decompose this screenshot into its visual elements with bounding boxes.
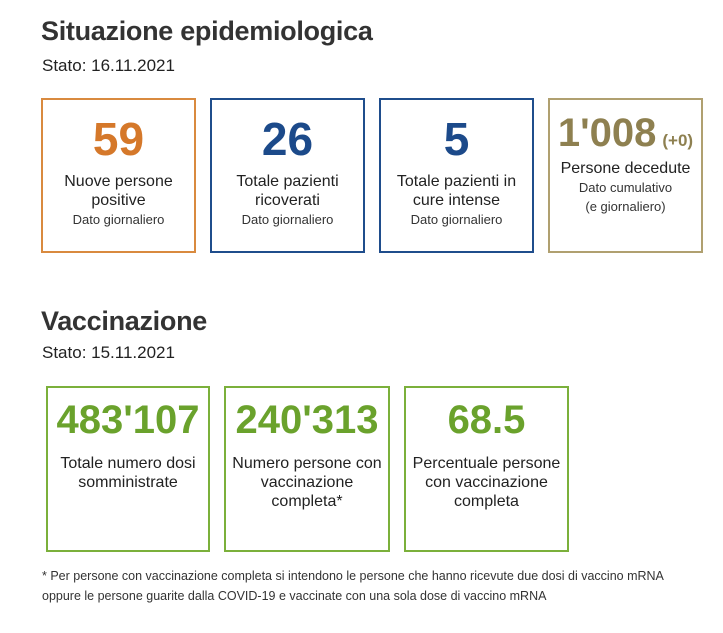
- hospitalized-label: Totale pazienti ricoverati: [236, 173, 339, 209]
- hospitalized-sub: Dato giornaliero: [241, 212, 334, 227]
- hospitalized-card: [210, 98, 365, 253]
- doses-card: [46, 386, 210, 552]
- vaccination-section-date: Stato: 15.11.2021: [42, 343, 175, 362]
- new-positives-card: [41, 98, 196, 253]
- epi-section-date: Stato: 16.11.2021: [42, 56, 175, 75]
- icu-card: [379, 98, 534, 253]
- vaccination-percentage-value: 68.5: [447, 398, 526, 442]
- deaths-value: 1'008: [557, 111, 657, 155]
- epi-section-title: Situazione epidemiologica: [41, 16, 373, 46]
- deaths-card: [548, 98, 703, 253]
- new-positives-label: Nuove persone positive: [64, 173, 173, 209]
- deaths-sub-daily: (e giornaliero): [585, 199, 666, 214]
- icu-label: Totale pazienti in cure intense: [396, 173, 517, 209]
- footnote: * Per persone con vaccinazione completa si intendono le persone che hanno ricevute due dosi di vaccino mRNA oppure le persone guarite dalla COVID-19 e vaccinate con una sola dose di vaccino mRNA: [42, 569, 664, 603]
- doses-value: 483'107: [56, 398, 200, 442]
- icu-value: 5: [443, 113, 470, 165]
- vaccination-percentage-card: [404, 386, 569, 552]
- new-positives-sub: Dato giornaliero: [72, 212, 165, 227]
- doses-label: Totale numero dosi somministrate: [60, 455, 196, 491]
- fully-vaccinated-label: Numero persone con vaccinazione completa*: [232, 455, 382, 510]
- deaths-label: Persone decedute: [560, 160, 691, 177]
- deaths-value-row: [550, 113, 701, 153]
- hospitalized-value: 26: [261, 113, 314, 165]
- fully-vaccinated-value: 240'313: [235, 398, 379, 442]
- deaths-sub-cumulative: Dato cumulativo: [578, 180, 673, 195]
- deaths-delta: (+0): [662, 131, 694, 150]
- vaccination-percentage-label: Percentuale persone con vaccinazione completa: [412, 455, 561, 510]
- vaccination-section-title: Vaccinazione: [41, 306, 207, 336]
- new-positives-value: 59: [92, 113, 145, 165]
- fully-vaccinated-card: [224, 386, 390, 552]
- icu-sub: Dato giornaliero: [410, 212, 503, 227]
